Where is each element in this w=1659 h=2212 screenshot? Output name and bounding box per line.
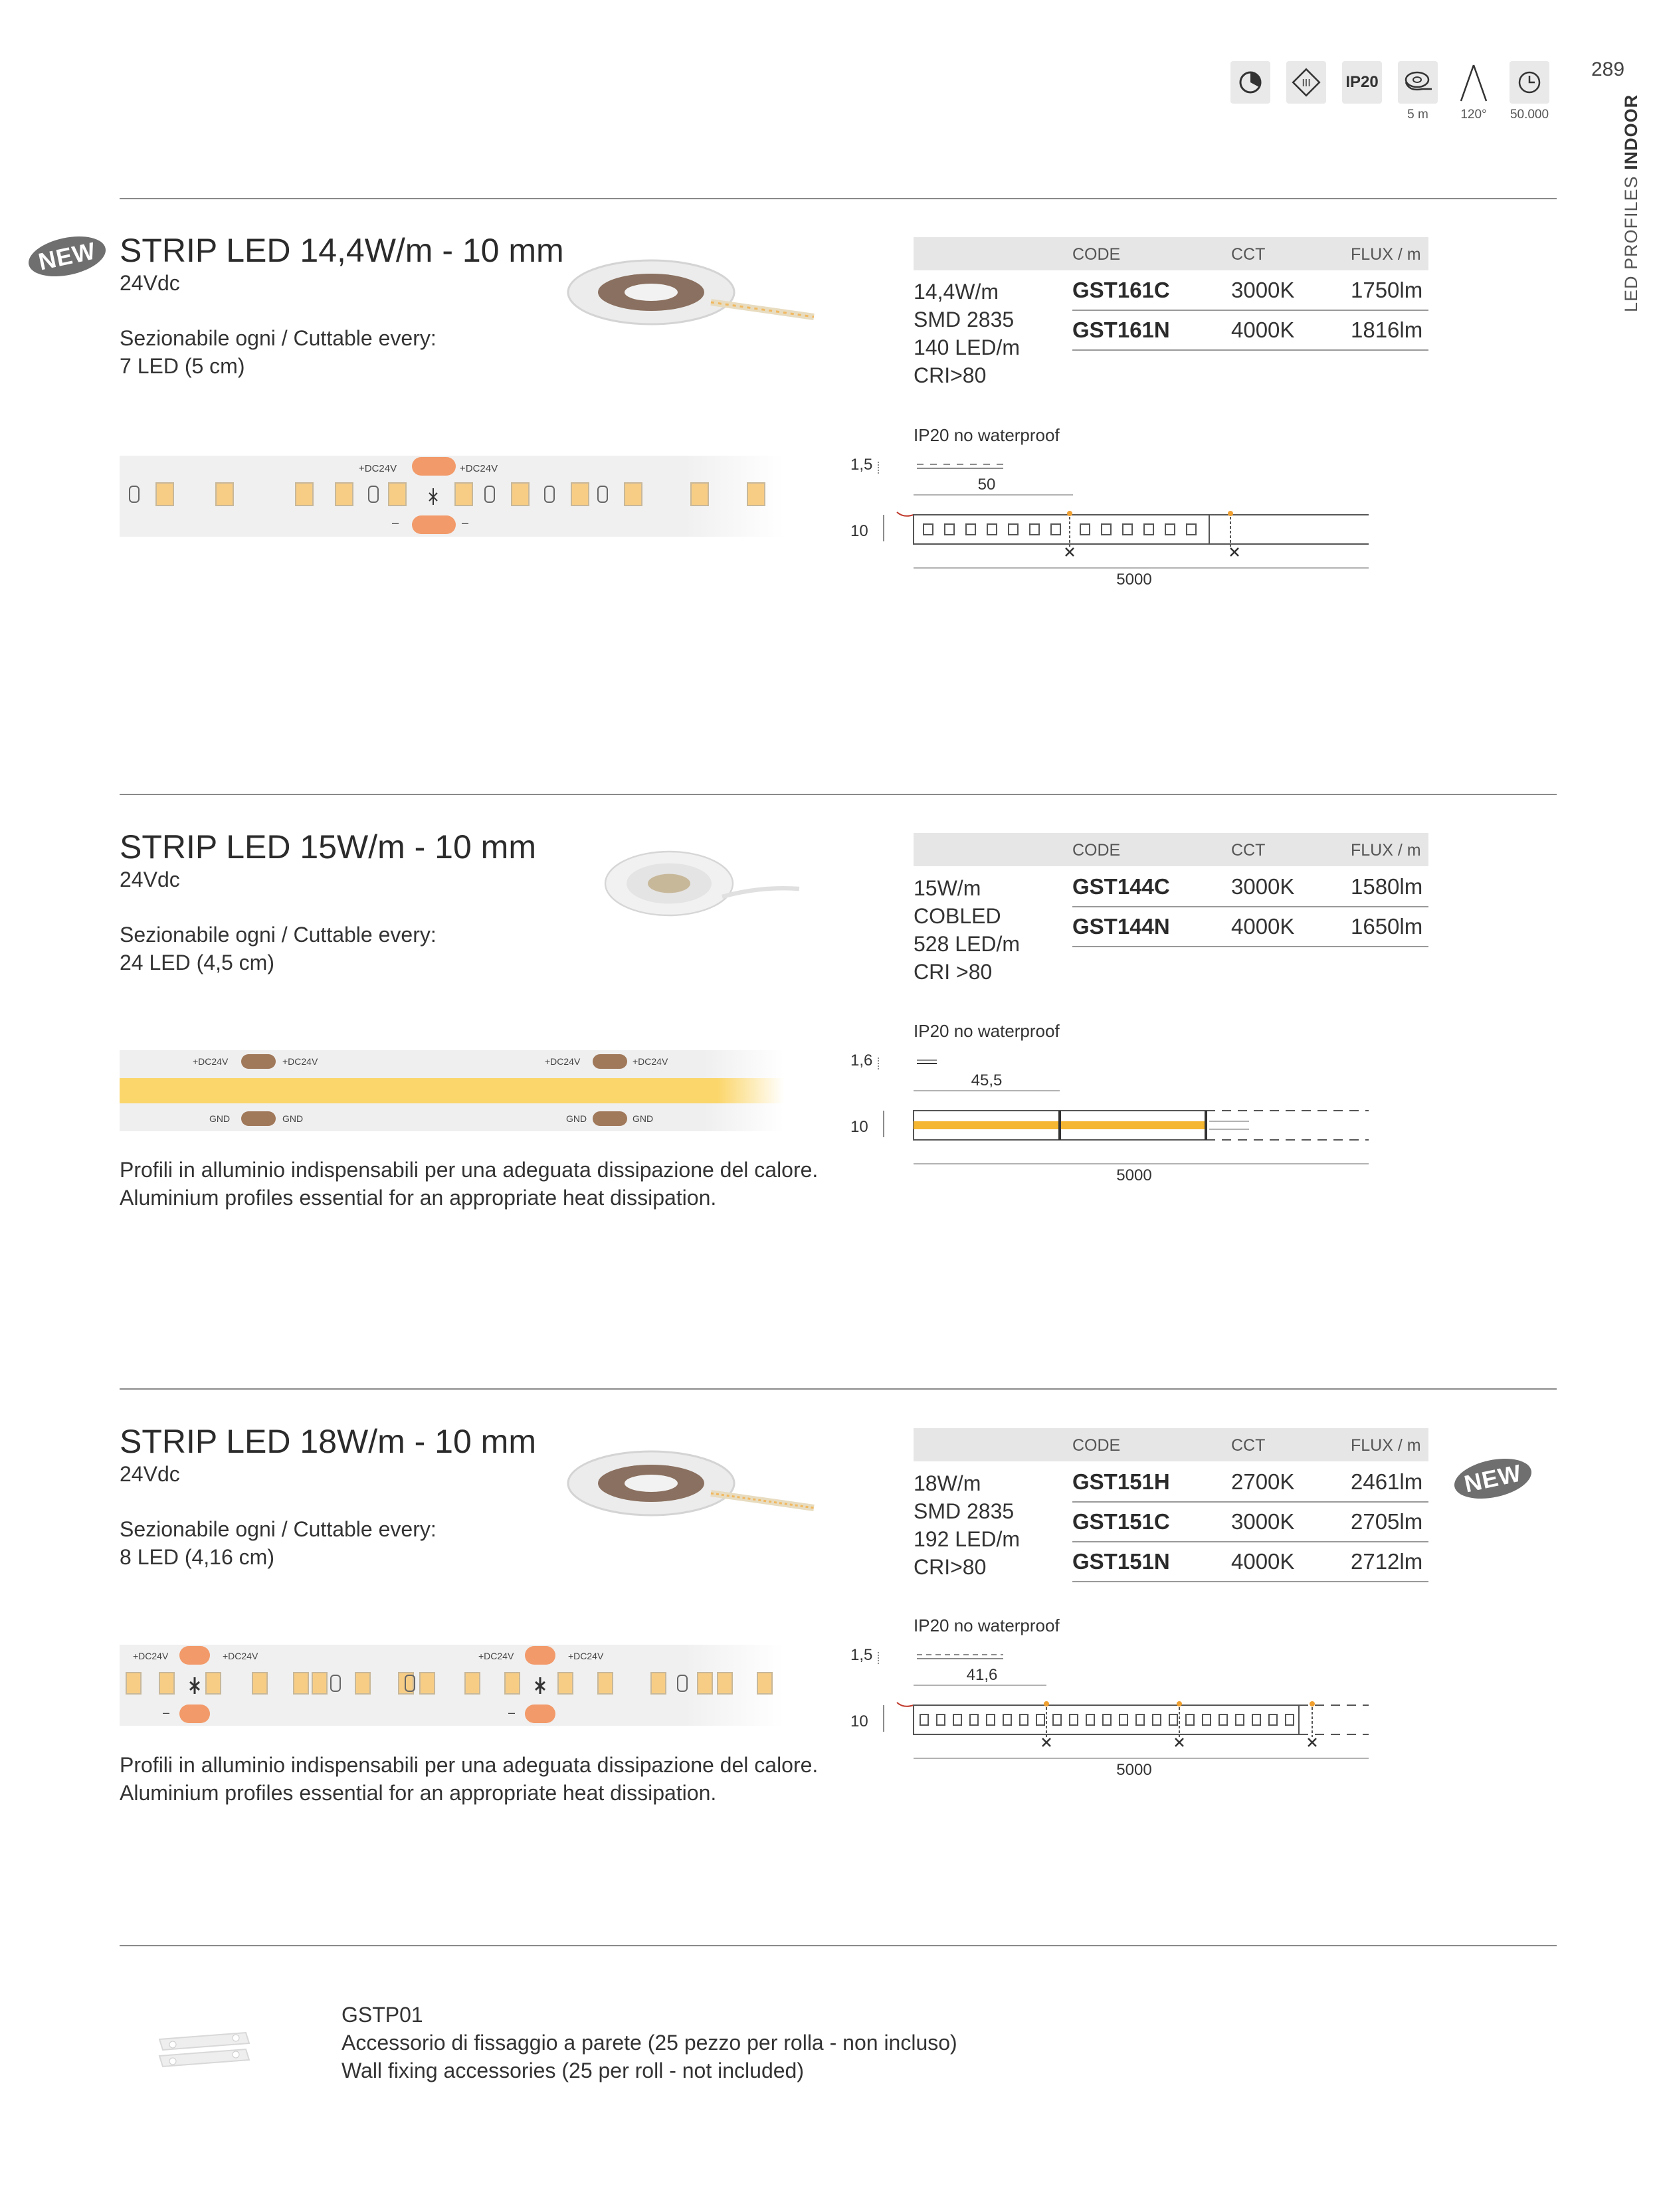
ip20-icon: IP20 <box>1342 61 1382 104</box>
dim-segment: 45,5 <box>971 1071 1003 1089</box>
spec-power: 14,4W/m <box>914 280 999 304</box>
strip-reel-image <box>565 256 817 335</box>
section-divider <box>120 198 1557 199</box>
pad-label: – <box>508 1706 516 1719</box>
product-voltage: 24Vdc <box>120 271 180 295</box>
product-cct: 3000K <box>1231 874 1295 899</box>
cut-label: Sezionabile ogni / Cuttable every: <box>120 1517 437 1541</box>
section-label: LED PROFILES <box>1621 175 1641 312</box>
spec-density: 192 LED/m <box>914 1527 1021 1551</box>
product-flux: 1580lm <box>1351 874 1423 899</box>
product-code: GST151N <box>1072 1549 1170 1574</box>
section-divider <box>120 1388 1557 1390</box>
dim-length: 5000 <box>1116 1761 1152 1779</box>
product-title: STRIP LED 14,4W/m - 10 mm <box>120 232 564 269</box>
product-flux: 2712lm <box>1351 1549 1423 1574</box>
spec-cri: CRI >80 <box>914 960 993 984</box>
class-iii-icon <box>1286 61 1326 104</box>
product-cct: 3000K <box>1231 278 1295 302</box>
row-divider <box>1072 1541 1428 1542</box>
product-cct: 4000K <box>1231 1549 1295 1574</box>
wall-clip-image <box>146 2019 259 2079</box>
product-cct: 2700K <box>1231 1469 1295 1494</box>
product-cct: 4000K <box>1231 914 1295 939</box>
table-header <box>914 1428 1428 1461</box>
product-code: GST161C <box>1072 278 1170 302</box>
row-divider <box>1072 906 1428 907</box>
product-flux: 1750lm <box>1351 278 1423 302</box>
pad-label: GND <box>282 1113 304 1124</box>
dim-width: 10 <box>850 1118 868 1136</box>
col-cct: CCT <box>1231 245 1266 264</box>
pad-label: +DC24V <box>460 463 498 474</box>
pad-label: +DC24V <box>193 1056 229 1067</box>
row-divider <box>1072 1501 1428 1503</box>
dim-thickness: 1,5 <box>850 456 873 474</box>
dim-length: 5000 <box>1116 571 1152 589</box>
pad-label: – <box>163 1706 170 1719</box>
product-flux: 2461lm <box>1351 1469 1423 1494</box>
section-divider <box>120 794 1557 795</box>
reel-caption: 5 m <box>1407 108 1428 122</box>
pad-label: GND <box>633 1113 654 1124</box>
dim-length: 5000 <box>1116 1166 1152 1184</box>
strip-dimension-diagram <box>837 448 1369 595</box>
pad-label: +DC24V <box>282 1056 318 1067</box>
cut-label: Sezionabile ogni / Cuttable every: <box>120 326 437 350</box>
product-code: GST161N <box>1072 318 1170 342</box>
product-code: GST144C <box>1072 874 1170 899</box>
heat-note-it: Profili in alluminio indispensabili per una adeguata dissipazione del calore. <box>120 1158 819 1182</box>
product-title: STRIP LED 18W/m - 10 mm <box>120 1423 536 1460</box>
col-flux: FLUX / m <box>1351 1436 1421 1455</box>
dim-segment: 50 <box>977 476 996 494</box>
dim-width: 10 <box>850 1712 868 1730</box>
cut-value: 24 LED (4,5 cm) <box>120 951 274 974</box>
strip-closeup-image <box>120 1641 784 1734</box>
dim-thickness: 1,6 <box>850 1052 873 1069</box>
accessory-desc-en: Wall fixing accessories (25 per roll - not included) <box>342 2059 804 2082</box>
beam-angle-icon <box>1454 61 1494 104</box>
product-voltage: 24Vdc <box>120 868 180 891</box>
col-cct: CCT <box>1231 841 1266 860</box>
ip-note: IP20 no waterproof <box>914 1021 1060 1041</box>
strip-dimension-diagram <box>837 1044 1369 1190</box>
pad-label: +DC24V <box>478 1651 514 1661</box>
pad-label: +DC24V <box>223 1651 258 1661</box>
pad-label: +DC24V <box>133 1651 169 1661</box>
product-flux: 1816lm <box>1351 318 1423 342</box>
new-badge: NEW <box>1450 1452 1535 1505</box>
strip-reel-image <box>565 1447 817 1526</box>
product-cct: 3000K <box>1231 1509 1295 1534</box>
product-flux: 1650lm <box>1351 914 1423 939</box>
accessory-code: GSTP01 <box>342 2003 423 2027</box>
col-code: CODE <box>1072 841 1121 860</box>
col-cct: CCT <box>1231 1436 1266 1455</box>
reel-icon <box>1398 61 1438 104</box>
section-sidebar-label <box>1621 94 1642 312</box>
lifetime-icon <box>1510 61 1549 104</box>
cut-value: 8 LED (4,16 cm) <box>120 1545 274 1569</box>
spec-cri: CRI>80 <box>914 363 987 387</box>
row-divider <box>1072 310 1428 311</box>
product-cct: 4000K <box>1231 318 1295 342</box>
col-flux: FLUX / m <box>1351 841 1421 860</box>
pad-label: +DC24V <box>568 1651 604 1661</box>
product-flux: 2705lm <box>1351 1509 1423 1534</box>
product-code: GST151C <box>1072 1509 1170 1534</box>
pad-label: +DC24V <box>359 463 397 474</box>
ip-note: IP20 no waterproof <box>914 425 1060 445</box>
page-number: 289 <box>1591 58 1625 80</box>
pad-label: GND <box>209 1113 231 1124</box>
spec-cri: CRI>80 <box>914 1555 987 1579</box>
table-header <box>914 833 1428 866</box>
dimmable-icon <box>1230 61 1270 104</box>
product-code: GST151H <box>1072 1469 1170 1494</box>
product-code: GST144N <box>1072 914 1170 939</box>
row-divider <box>1072 946 1428 947</box>
spec-density: 140 LED/m <box>914 335 1021 359</box>
spec-density: 528 LED/m <box>914 932 1021 956</box>
col-code: CODE <box>1072 245 1121 264</box>
dim-thickness: 1,5 <box>850 1646 873 1664</box>
strip-reel-image <box>575 844 827 923</box>
accessory-desc-it: Accessorio di fissaggio a parete (25 pezzo per rolla - non incluso) <box>342 2031 957 2055</box>
product-title: STRIP LED 15W/m - 10 mm <box>120 828 536 866</box>
col-code: CODE <box>1072 1436 1121 1455</box>
row-divider <box>1072 349 1428 351</box>
spec-power: 18W/m <box>914 1471 981 1495</box>
cut-value: 7 LED (5 cm) <box>120 354 245 378</box>
cut-label: Sezionabile ogni / Cuttable every: <box>120 923 437 947</box>
strip-closeup-image <box>120 452 784 545</box>
svg-text:III: III <box>1302 78 1311 89</box>
section-label-bold: INDOOR <box>1621 94 1641 170</box>
spec-chip: COBLED <box>914 904 1001 928</box>
heat-note-en: Aluminium profiles essential for an appropriate heat dissipation. <box>120 1781 717 1805</box>
pad-label: – <box>462 516 469 529</box>
section-divider <box>120 1945 1557 1946</box>
ip-note: IP20 no waterproof <box>914 1615 1060 1635</box>
spec-chip: SMD 2835 <box>914 1499 1015 1523</box>
pad-label: +DC24V <box>545 1056 581 1067</box>
spec-chip: SMD 2835 <box>914 308 1015 331</box>
strip-dimension-diagram <box>837 1639 1369 1785</box>
new-badge: NEW <box>25 230 109 282</box>
spec-power: 15W/m <box>914 876 981 900</box>
beam-angle-caption: 120° <box>1460 108 1487 122</box>
col-flux: FLUX / m <box>1351 245 1421 264</box>
product-voltage: 24Vdc <box>120 1462 180 1486</box>
pad-label: – <box>392 516 399 529</box>
dim-segment: 41,6 <box>966 1666 998 1684</box>
row-divider <box>1072 1581 1428 1582</box>
dim-width: 10 <box>850 522 868 540</box>
lifetime-caption: 50.000 <box>1510 108 1549 122</box>
pad-label: GND <box>566 1113 587 1124</box>
strip-closeup-image <box>120 1046 784 1139</box>
table-header <box>914 237 1428 270</box>
pad-label: +DC24V <box>633 1056 668 1067</box>
heat-note-en: Aluminium profiles essential for an appropriate heat dissipation. <box>120 1186 717 1210</box>
heat-note-it: Profili in alluminio indispensabili per una adeguata dissipazione del calore. <box>120 1753 819 1777</box>
